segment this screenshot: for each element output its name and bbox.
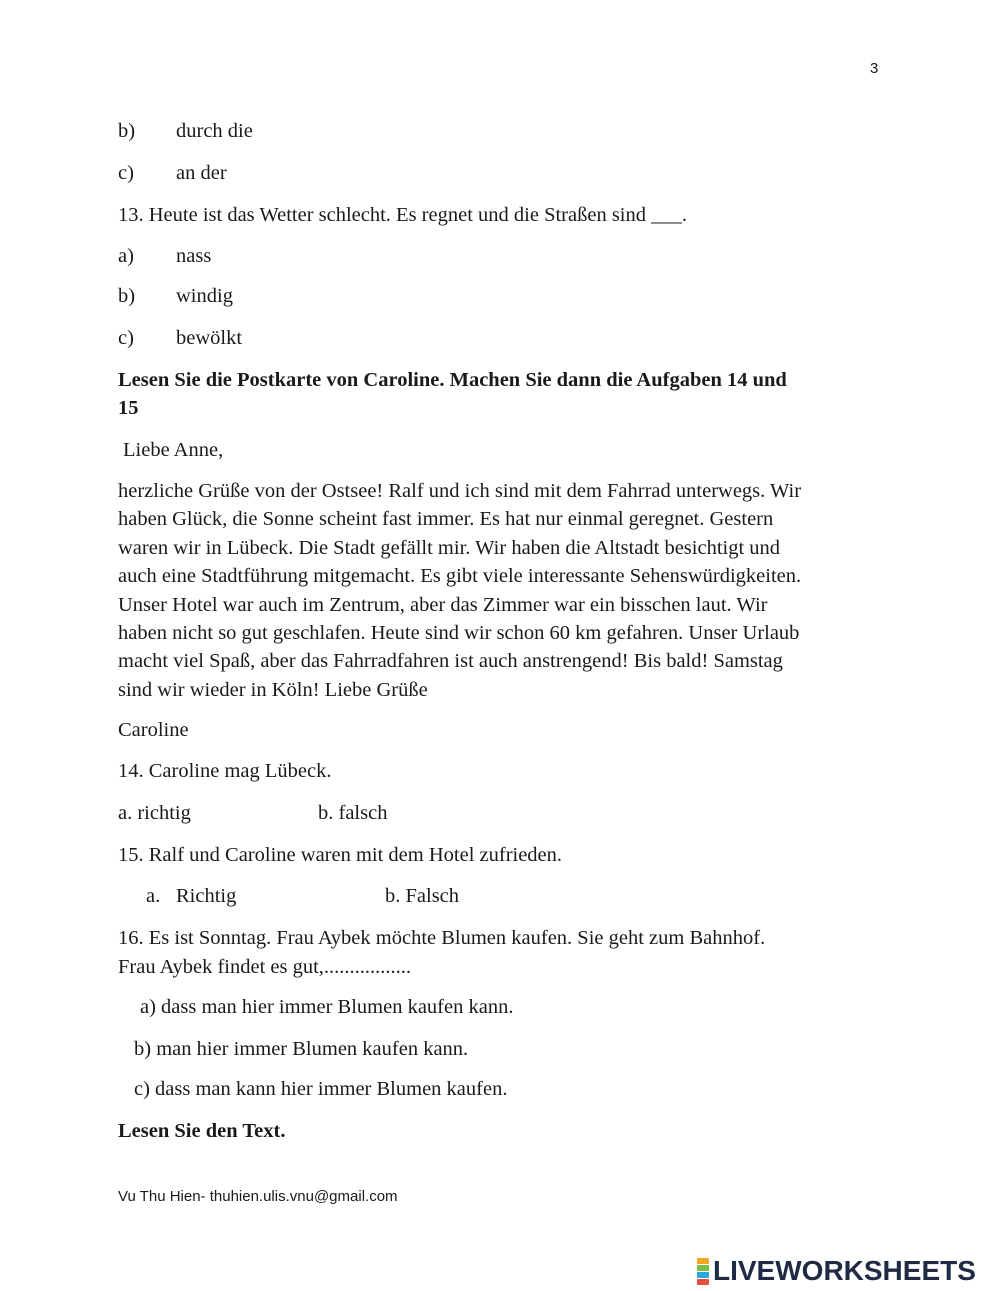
postcard-instruction-line1: Lesen Sie die Postkarte von Caroline. Machen Sie dann die Aufgaben 14 und [118,369,787,391]
q16-option-c[interactable]: c) dass man kann hier immer Blumen kaufen. [134,1078,508,1100]
q12-option-b[interactable] [118,117,253,145]
option-text: an der [176,162,227,184]
q13-option-a[interactable] [118,242,211,270]
postcard-instruction-line2: 15 [118,397,139,419]
option-letter: c) [118,327,134,349]
option-text: Richtig [176,885,237,907]
postcard-body: herzliche Grüße von der Ostsee! Ralf und ich sind mit dem Fahrrad unterwegs. Wir haben Glück, die Sonne scheint fast immer. Es hat nur einmal geregnet. Gestern waren wir in Lübeck. Die Stadt gefällt mir. Wir haben die Altstadt besichtigt und auch eine Stadtführung mitgemacht. Es gibt viele interessante Sehenswürdigkeiten. Unser Hotel war auch im Zentrum, aber das Zimmer war ein bisschen laut. Wir haben nicht so gut geschlafen. Heute sind wir schon 60 km gefahren. Unser Urlaub macht viel Spaß, aber das Fahrradfahren ist auch anstrengend! Bis bald! Samstag sind wir wieder in Köln! Liebe Grüße [118,480,802,701]
option-letter: a) [118,245,134,267]
next-instruction: Lesen Sie den Text. [118,1120,286,1142]
option-letter: a. [146,885,161,907]
option-letter: c) [118,162,134,184]
postcard-greeting: Liebe Anne, [123,439,224,461]
q16-question-line1: 16. Es ist Sonntag. Frau Aybek möchte Blumen kaufen. Sie geht zum Bahnhof. [118,927,766,949]
option-letter: b) [118,285,136,307]
footer-author: Vu Thu Hien- thuhien.ulis.vnu@gmail.com [118,1188,398,1205]
q16-option-a[interactable]: a) dass man hier immer Blumen kaufen kann. [140,996,514,1018]
option-text: windig [176,285,233,307]
option-letter: b) [118,120,136,142]
liveworksheets-logo[interactable] [697,1256,976,1286]
q16-option-b[interactable]: b) man hier immer Blumen kaufen kann. [134,1038,469,1060]
page-number: 3 [870,60,879,77]
q13-question: 13. Heute ist das Wetter schlecht. Es regnet und die Straßen sind ___. [118,204,687,226]
brand-name: LIVEWORKSHEETS [713,1255,976,1286]
q15-option-a[interactable] [146,882,236,910]
postcard-signature: Caroline [118,719,189,741]
q14-option-b[interactable]: b. falsch [318,802,388,824]
q15-option-b[interactable]: b. Falsch [385,885,460,907]
option-text: durch die [176,120,253,142]
option-text: nass [176,245,212,267]
q13-option-c[interactable] [118,324,242,352]
option-text: bewölkt [176,327,243,349]
q14-question: 14. Caroline mag Lübeck. [118,760,332,782]
q16-question-line2: Frau Aybek findet es gut,................. [118,956,412,978]
q14-option-a[interactable]: a. richtig [118,802,191,824]
q13-option-b[interactable] [118,282,233,310]
q15-question: 15. Ralf und Caroline waren mit dem Hotel zufrieden. [118,844,563,866]
q12-option-c[interactable] [118,159,227,187]
liveworksheets-icon [697,1258,709,1285]
